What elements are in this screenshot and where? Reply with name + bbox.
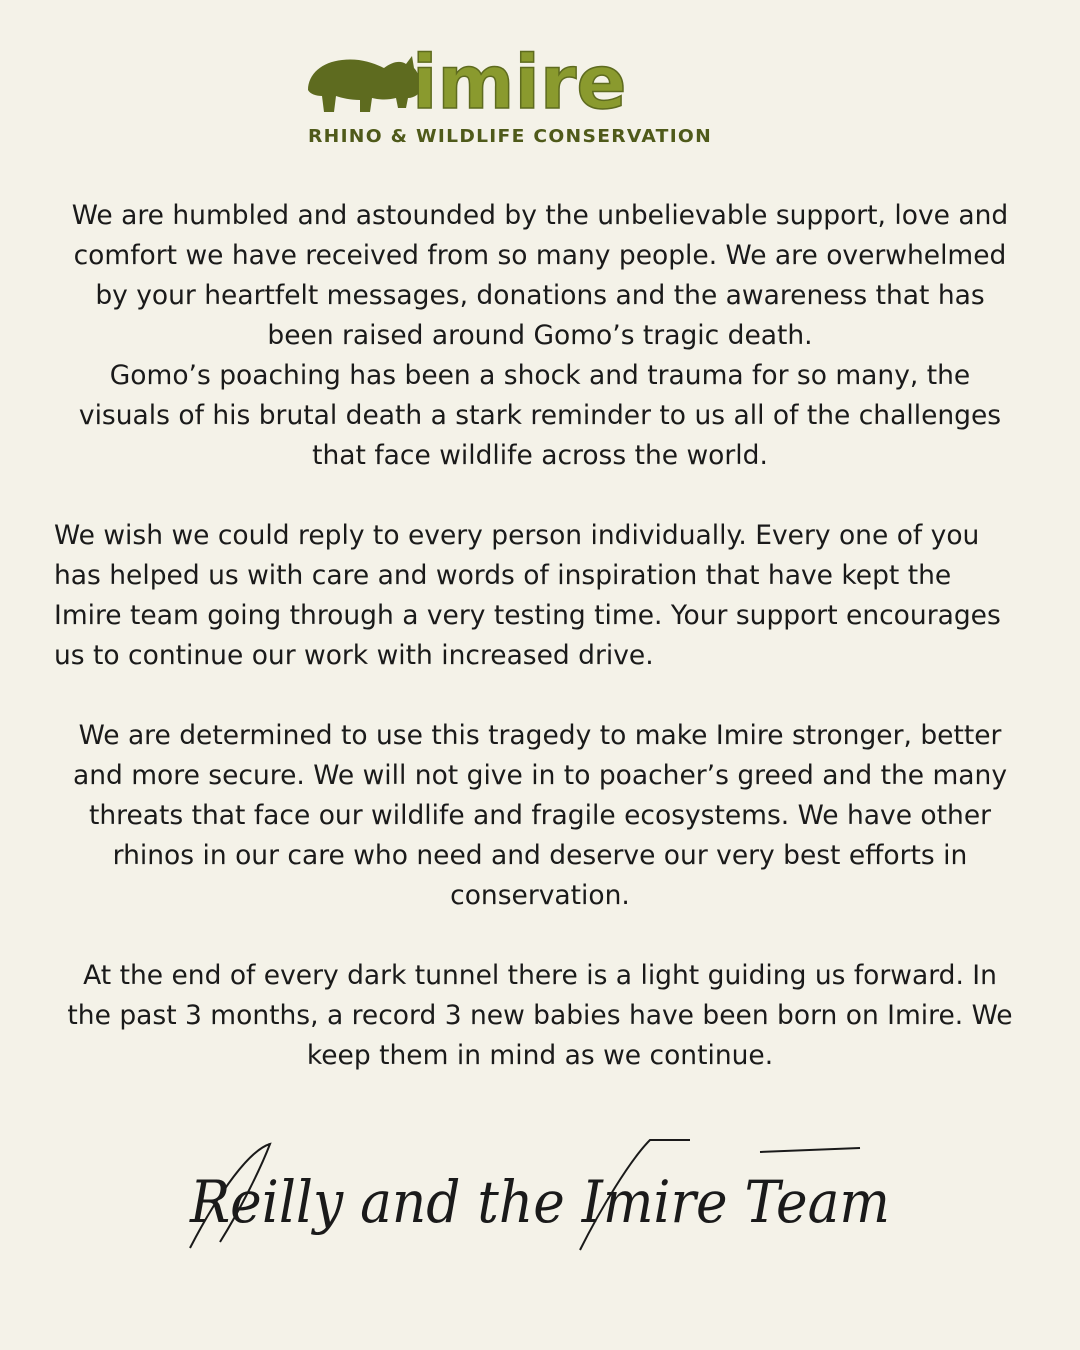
text-line: keep them in mind as we continue. [306,1040,774,1071]
paragraph-4 [40,956,1040,1076]
signature-graphic [160,1130,920,1270]
text-line: been raised around Gomo’s tragic death. [267,320,813,351]
rhino-icon [308,56,422,112]
paragraph-2 [40,516,1040,676]
text-line: visuals of his brutal death a stark reminder to us all of the challenges [78,400,1002,431]
text-line: us to continue our work with increased drive. [54,640,654,671]
logo-wordmark: imire [412,40,627,126]
paragraph-gap [40,476,1040,516]
logo-graphic [300,32,720,152]
text-line: has helped us with care and words of inspiration that have kept the [54,560,952,591]
text-line: Gomo’s poaching has been a shock and trauma for so many, the [109,360,971,391]
paragraph-1 [40,196,1040,476]
imire-logo [300,32,720,152]
signature-flourish [760,1148,860,1152]
letter-body [40,196,1040,1076]
text-line: threats that face our wildlife and fragile ecosystems. We have other [88,800,992,831]
text-line: We are determined to use this tragedy to make Imire stronger, better [78,720,1002,751]
text-line: and more secure. We will not give in to poacher’s greed and the many [72,760,1008,791]
text-line: At the end of every dark tunnel there is a light guiding us forward. In [83,960,997,991]
text-line: Imire team going through a very testing time. Your support encourages [54,600,1001,631]
paragraph-3 [40,716,1040,916]
text-line: comfort we have received from so many people. We are overwhelmed [73,240,1007,271]
paragraph-gap [40,916,1040,956]
text-line: We wish we could reply to every person individually. Every one of you [54,520,980,551]
text-line: the past 3 months, a record 3 new babies have been born on Imire. We [67,1000,1013,1031]
paragraph-gap [40,676,1040,716]
text-line: by your heartfelt messages, donations and the awareness that has [95,280,985,311]
text-line: rhinos in our care who need and deserve our very best efforts in [112,840,968,871]
text-line: conservation. [450,880,630,911]
signature [160,1130,920,1270]
text-line: We are humbled and astounded by the unbelievable support, love and [71,200,1009,231]
logo-tagline: RHINO & WILDLIFE CONSERVATION [308,127,712,147]
text-line: that face wildlife across the world. [312,440,768,471]
signature-text: Reilly and the Imire Team [189,1168,891,1236]
